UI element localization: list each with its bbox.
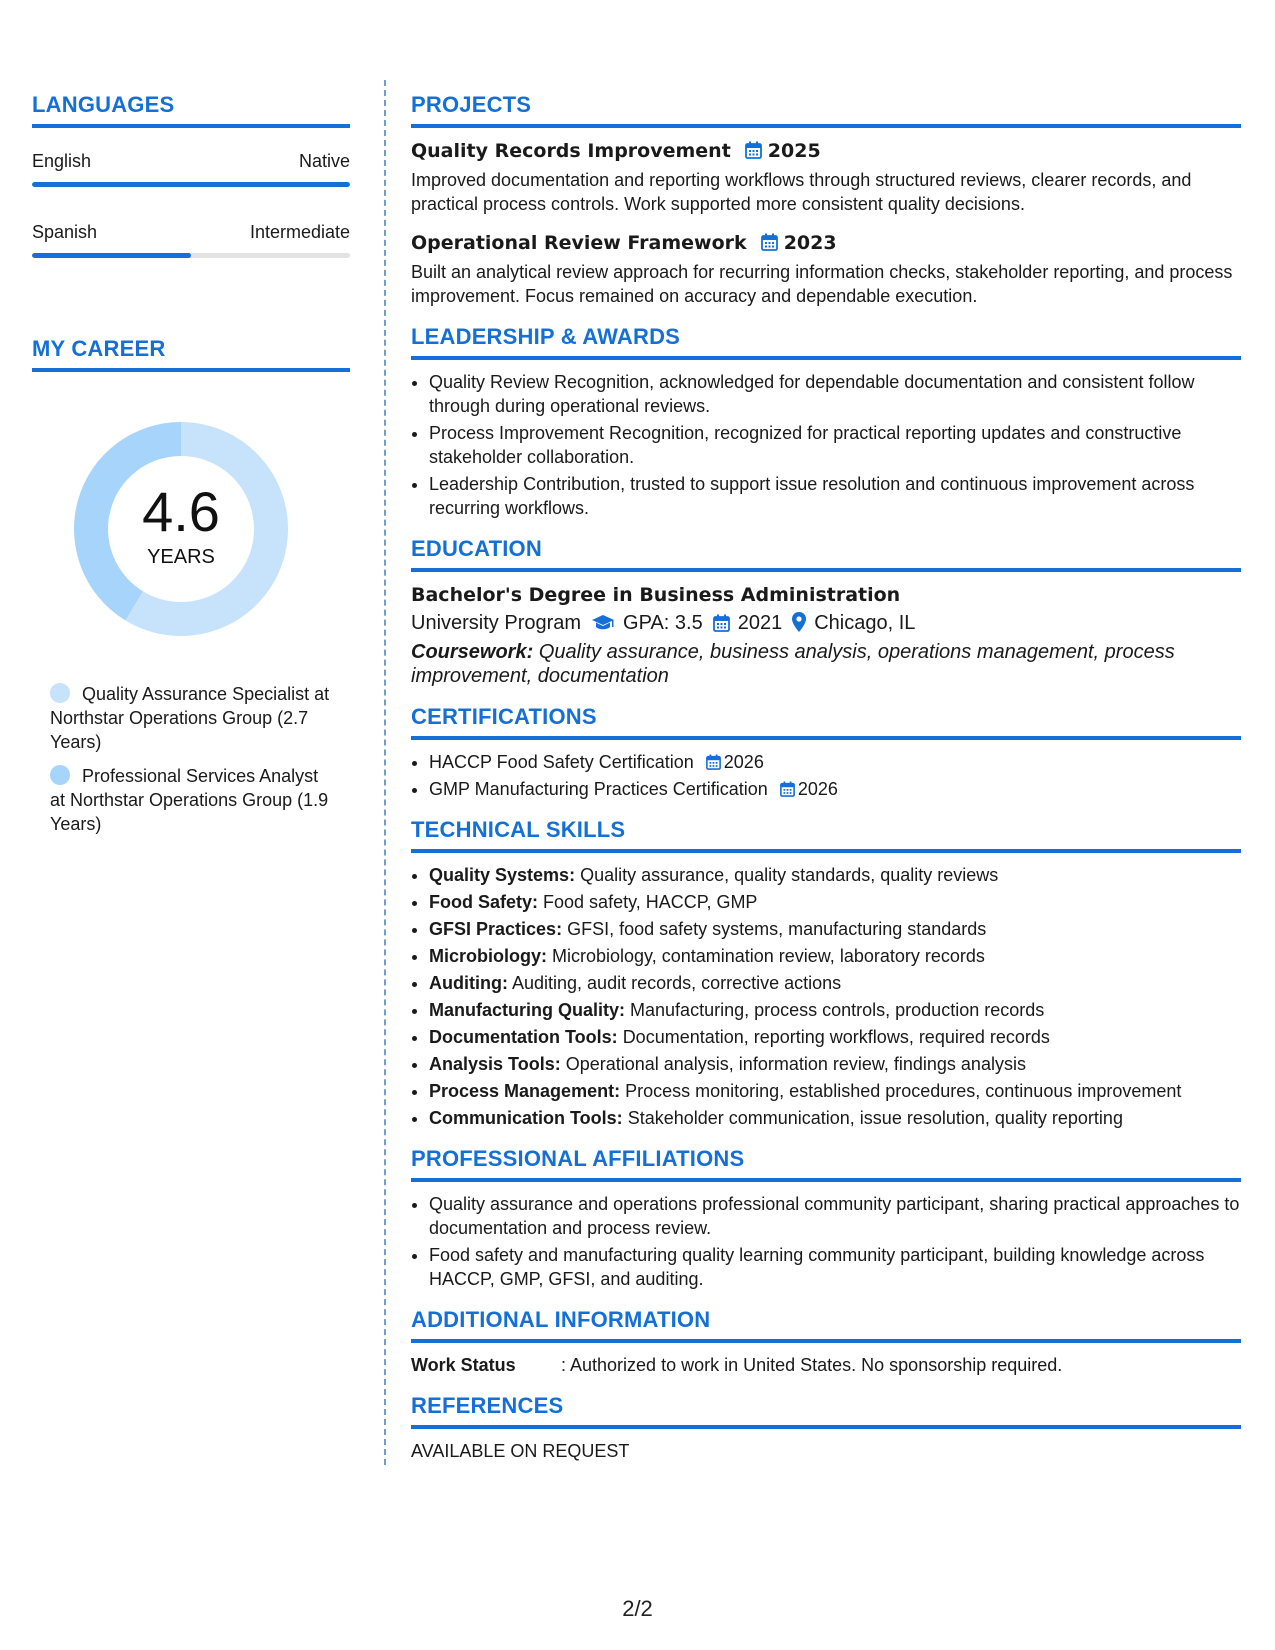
coursework [411,640,1241,688]
skill-value: Food safety, HACCP, GMP [543,892,758,912]
language-item [32,221,350,258]
degree-name: Bachelor's Degree in Business Administration [411,584,901,606]
references-text: AVAILABLE ON REQUEST [411,1441,630,1461]
skill-value: Quality assurance, quality standards, quality reviews [580,865,999,885]
language-level-bar [32,182,350,187]
certification-year: 2026 [797,779,838,799]
certification-name: GMP Manufacturing Practices Certification [429,779,768,799]
skill-value: Stakeholder communication, issue resolution, quality reporting [627,1108,1123,1128]
projects-section [411,92,1241,308]
graduation-cap-icon [591,614,615,632]
list-item: • Quality assurance and operations professional community participant, sharing practical approaches to documentation and process review. [429,1192,1241,1240]
languages-title: LANGUAGES [32,92,350,128]
affiliations-section [411,1146,1241,1291]
education-location: Chicago, IL [814,612,916,634]
career-years-unit: YEARS [147,546,215,568]
project-year: 2025 [767,140,821,162]
legend-dot-icon [50,765,70,785]
skill-item [429,863,1241,887]
references-section [411,1393,1241,1463]
certification-year: 2026 [723,752,764,772]
skills-section [411,817,1241,1130]
leadership-section [411,324,1241,520]
gpa-value: GPA: 3.5 [623,612,703,634]
career-legend-label: Quality Assurance Specialist at Northstar Operations Group (2.7 Years) [50,684,330,752]
skill-value: GFSI, food safety systems, manufacturing standards [567,919,987,939]
project-name: Operational Review Framework [411,232,747,254]
skill-label: Process Management: [429,1081,621,1101]
work-status-value: : Authorized to work in United States. No sponsorship required. [561,1355,1063,1375]
legend-dot-icon [50,683,70,703]
skill-item [429,1079,1241,1103]
education-section [411,536,1241,688]
skill-label: Quality Systems: [429,865,576,885]
list-item: • Food safety and manufacturing quality learning community participant, building knowledge across HACCP, GMP, GFSI, and auditing. [429,1243,1241,1291]
page-number: 2/2 [622,1596,653,1621]
education-title: EDUCATION [411,536,1241,572]
career-section [32,336,350,836]
additional-info-title: ADDITIONAL INFORMATION [411,1307,1241,1343]
certifications-title: CERTIFICATIONS [411,704,1241,740]
affiliations-title: PROFESSIONAL AFFILIATIONS [411,1146,1241,1182]
leadership-list [411,370,1241,520]
language-level-fill [32,182,350,187]
language-level: Intermediate [249,222,350,242]
certification-name: HACCP Food Safety Certification [429,752,694,772]
skill-label: Communication Tools: [429,1108,623,1128]
coursework-label: Coursework: [411,641,534,663]
skill-item [429,1052,1241,1076]
list-item: • Process Improvement Recognition, recognized for practical reporting updates and constructive stakeholder collaboration. [429,421,1241,469]
skill-label: Analysis Tools: [429,1054,561,1074]
career-title: MY CAREER [32,336,350,372]
education-meta [411,608,1241,638]
calendar-icon [780,781,795,797]
additional-info-section [411,1307,1241,1377]
skill-item [429,998,1241,1022]
work-status-row [411,1353,1241,1377]
skill-label: GFSI Practices: [429,919,563,939]
language-level-fill [32,253,191,258]
calendar-icon [713,614,730,632]
language-item [32,150,350,187]
projects-title: PROJECTS [411,92,1241,128]
list-item [429,777,1241,801]
language-level-bar [32,253,350,258]
skill-value: Process monitoring, established procedures, continuous improvement [625,1081,1182,1101]
skill-item [429,1106,1241,1130]
list-item: • Quality Review Recognition, acknowledged for dependable documentation and consistent follow through during operational reviews. [429,370,1241,418]
list-item [429,750,1241,774]
project-heading [411,138,1241,164]
skill-item [429,917,1241,941]
school-name: University Program [411,612,582,634]
skill-label: Documentation Tools: [429,1027,618,1047]
skill-value: Operational analysis, information review, findings analysis [565,1054,1026,1074]
references-title: REFERENCES [411,1393,1241,1429]
skill-item [429,1025,1241,1049]
skill-item [429,890,1241,914]
project-description: Built an analytical review approach for recurring information checks, stakeholder reporting, and process improvement. Focus remained on accuracy and dependable execution. [411,262,1233,306]
language-level: Native [298,151,350,171]
certifications-section [411,704,1241,801]
list-item: • Leadership Contribution, trusted to support issue resolution and continuous improvement across recurring workflows. [429,472,1241,520]
affiliations-list [411,1192,1241,1291]
skill-value: Documentation, reporting workflows, required records [622,1027,1050,1047]
career-legend-item [50,764,335,836]
project-heading [411,230,1241,256]
skills-title: TECHNICAL SKILLS [411,817,1241,853]
skill-label: Microbiology: [429,946,547,966]
graduation-year: 2021 [737,612,783,634]
calendar-icon [745,141,762,159]
language-name: English [32,151,92,171]
project-name: Quality Records Improvement [411,140,731,162]
skill-value: Manufacturing, process controls, production records [630,1000,1045,1020]
column-divider [384,80,386,1465]
project-year: 2023 [783,232,837,254]
skill-label: Auditing: [429,973,508,993]
career-legend-item [50,682,335,754]
right-column [411,92,1241,1479]
calendar-icon [706,754,721,770]
skill-item [429,971,1241,995]
work-status-label: Work Status [411,1355,516,1375]
skill-label: Manufacturing Quality: [429,1000,626,1020]
skill-value: Microbiology, contamination review, laboratory records [552,946,985,966]
skills-list [411,863,1241,1130]
skill-item [429,944,1241,968]
skill-value: Auditing, audit records, corrective actions [512,973,842,993]
career-donut-chart [66,414,296,644]
project-description: Improved documentation and reporting workflows through structured reviews, clearer records, and practical process controls. Work supported more consistent quality decisions. [411,170,1192,214]
certifications-list [411,750,1241,801]
leadership-title: LEADERSHIP & AWARDS [411,324,1241,360]
left-column [32,92,350,846]
career-legend [50,682,335,836]
career-legend-label: Professional Services Analyst at Northstar Operations Group (1.9 Years) [50,766,329,834]
career-total-years: 4.6 [142,480,220,543]
coursework-text: Quality assurance, business analysis, operations management, process improvement, documentation [411,641,1175,687]
language-name: Spanish [32,222,98,242]
location-pin-icon [792,612,806,632]
calendar-icon [761,233,778,251]
skill-label: Food Safety: [429,892,539,912]
